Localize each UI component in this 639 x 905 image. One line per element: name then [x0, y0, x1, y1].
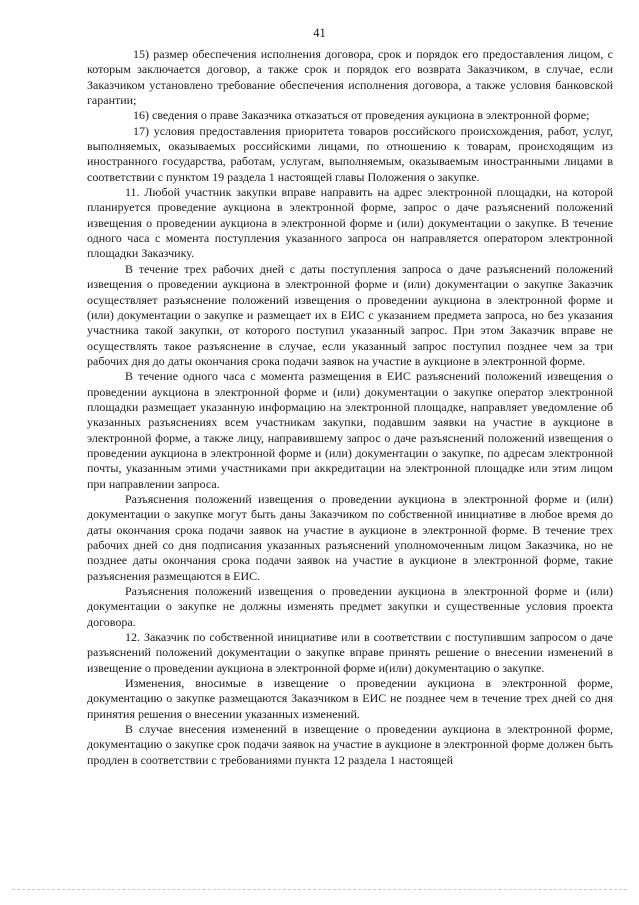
paragraph-clause-12: 12. Заказчик по собственной инициативе или в соответствии с поступившим запросом о даче разъяснений положений документации о закупке вправе принять решение о внесении изменений в извещение о проведении аукциона в электронной форме и(или) документацию о закупке. — [87, 630, 613, 675]
paragraph-item-15: 15) размер обеспечения исполнения договора, срок и порядок его предоставления лицом, с которым заключается договор, а также срок и порядок его возврата Заказчиком, в случае, если Заказчиком установлено требование обеспечения исполнения договора, а также условия банковской гарантии; — [87, 47, 613, 108]
paragraph-operator-notice: В течение одного часа с момента размещения в ЕИС разъяснений положений извещения о проведении аукциона в электронной форме и (или) документации о закупке оператор электронной площадки размещает указанную информацию на электронной площадке, направляет уведомление об указанных разъяснениях всем участникам закупки, подавшим заявки на участие в аукционе в электронной форме, а также лицу, направившему запрос о даче разъяснений положений извещения о проведении аукциона в электронной форме и (или) документации о закупке, по адресам электронной почты, указанным этими участниками при аккредитации на электронной площадке или этим лицом при направлении запроса. — [87, 369, 613, 491]
paragraph-deadline-extension: В случае внесения изменений в извещение о проведении аукциона в электронной форме, документацию о закупке срок подачи заявок на участие в аукционе в электронной форме должен быть продлен в соответствии с требованиями пункта 12 раздела 1 настоящей — [87, 722, 613, 767]
scan-edge-line — [12, 889, 627, 890]
paragraph-clause-11: 11. Любой участник закупки вправе направить на адрес электронной площадки, на которой планируется проведение аукциона в электронной форме, запрос о даче разъяснений положений извещения о проведении аукциона в электронной форме и (или) документации о закупке. В течение одного часа с момента поступления указанного запроса он направляется оператором электронной площадки Заказчику. — [87, 185, 613, 261]
paragraph-clarification-deadline: В течение трех рабочих дней с даты поступления запроса о даче разъяснений положений извещения о проведении аукциона в электронной форме и (или) документации о закупке Заказчик осуществляет разъяснение положений извещения о проведении аукциона в электронной форме и (или) документации о закупке и размещает их в ЕИС с указанием предмета запроса, но без указания участника такой закупки, от которого поступил указанный запрос. При этом Заказчик вправе не осуществлять такое разъяснение в случае, если указанный запрос поступил позднее чем за три рабочих дня до даты окончания срока подачи заявок на участие в аукционе в электронной форме. — [87, 261, 613, 368]
paragraph-changes-publication: Изменения, вносимые в извещение о проведении аукциона в электронной форме, документацию о закупке размещаются Заказчиком в ЕИС не позднее чем в течение трех дней со дня принятия решения о внесении указанных изменений. — [87, 676, 613, 721]
document-body — [87, 47, 613, 768]
paragraph-item-16: 16) сведения о праве Заказчика отказаться от проведения аукциона в электронной форме; — [133, 108, 590, 123]
paragraph-clarification-limits: Разъяснения положений извещения о проведении аукциона в электронной форме и (или) документации о закупке не должны изменять предмет закупки и существенные условия проекта договора. — [87, 584, 613, 629]
page-number: 41 — [313, 26, 326, 40]
paragraph-item-17: 17) условия предоставления приоритета товаров российского происхождения, работ, услуг, выполняемых, оказываемых российскими лицами, по отношению к товарам, происходящим из иностранного государства, работам, услугам, выполняемым, оказываемым иностранными лицами в соответствии с пунктом 19 раздела 1 настоящей главы Положения о закупке. — [87, 123, 613, 184]
paragraph-own-initiative: Разъяснения положений извещения о проведении аукциона в электронной форме и (или) документации о закупке могут быть даны Заказчиком по собственной инициативе в любое время до даты окончания срока подачи заявок на участие в аукционе в электронной форме. В течение трех рабочих дней со дня подписания указанных разъяснений уполномоченным лицом Заказчика, но не позднее даты окончания срока подачи заявок на участие в аукционе в электронной форме, такие разъяснения размещаются в ЕИС. — [87, 491, 613, 583]
